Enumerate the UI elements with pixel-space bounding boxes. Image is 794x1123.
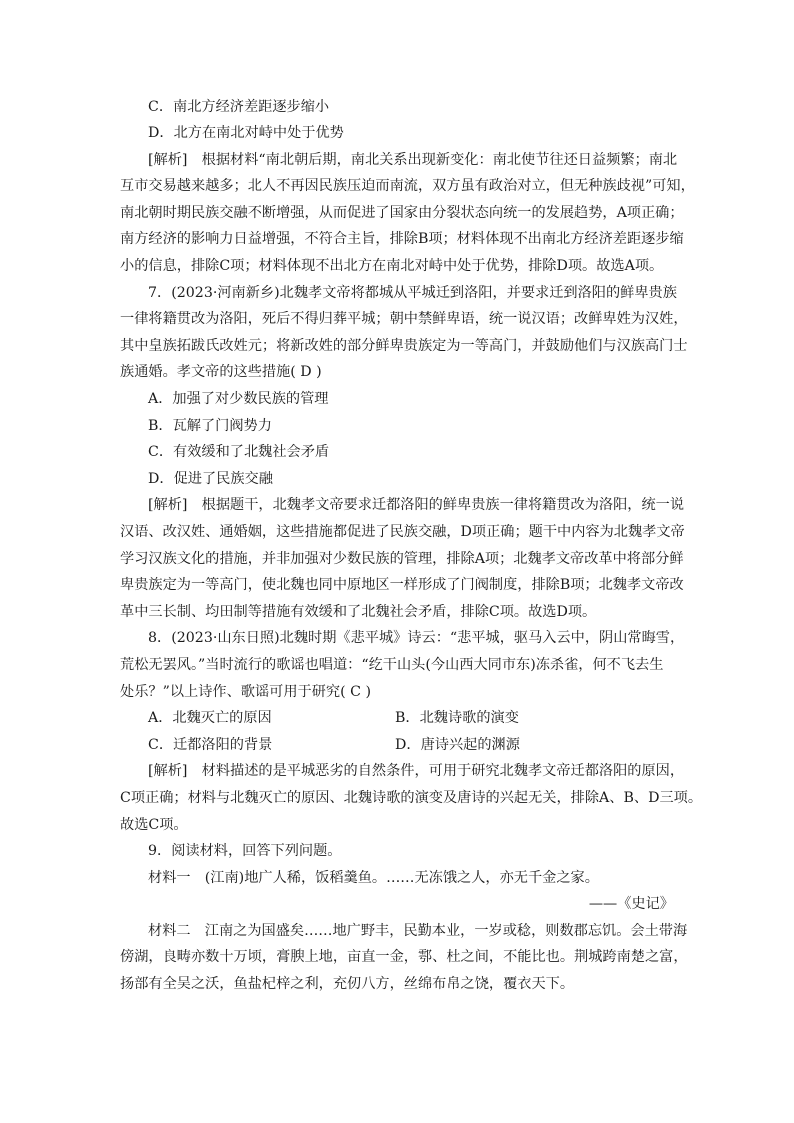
q8-option-a: A．北魏灭亡的原因 [148, 710, 272, 726]
q6-option-c: C．南北方经济差距逐步缩小 [148, 99, 330, 115]
q7-analysis-line: 汉语、改汉姓、通婚姻，这些措施都促进了民族交融，D项正确；题干中内容为北魏孝文帝 [120, 524, 685, 540]
q8-analysis-line: 故选C项。 [120, 817, 188, 833]
q6-analysis-line: 小的信息，排除C项；材料体现不出北方在南北对峙中处于优势，排除D项。故选A项。 [120, 258, 664, 274]
q7-stem-line: 7．(2023·河南新乡)北魏孝文帝将都城从平城迁到洛阳，并要求迁到洛阳的鲜卑贵族 [148, 285, 677, 301]
q9-material-two-line: 材料二 江南之为国盛矣……地广野丰，民勤本业，一岁或稔，则数郡忘饥。会土带海 [148, 923, 688, 939]
q8-stem-line: 荒松无罢风。”当时流行的歌谣也唱道：“纥干山头(今山西大同市东)冻杀雀，何不飞去生 [120, 657, 664, 673]
q7-stem-line: 一律将籍贯改为洛阳，死后不得归葬平城；朝中禁鲜卑语，统一说汉语；改鲜卑姓为汉姓， [120, 311, 688, 327]
q7-option-d: D．促进了民族交融 [148, 471, 273, 487]
q9-material-two-line: 傍湖，良畴亦数十万顷，膏腴上地，亩直一金，鄠、杜之间，不能比也。荆城跨南楚之富， [120, 949, 688, 965]
q6-analysis-line: [解析] 根据材料“南北朝后期，南北关系出现新变化：南北使节往还日益频繁；南北 [148, 152, 678, 168]
q6-analysis-line: 南方经济的影响力日益增强，不符合主旨，排除B项；材料体现不出南北方经济差距逐步缩 [120, 231, 684, 247]
q7-stem-line: 族通婚。孝文帝的这些措施( D ) [120, 364, 322, 380]
q7-option-a: A．加强了对少数民族的管理 [148, 391, 329, 407]
q7-option-b: B．瓦解了门阀势力 [148, 418, 272, 434]
q6-analysis-line: 互市交易越来越多；北人不再因民族压迫而南流，双方虽有政治对立，但无种族歧视”可知， [120, 178, 695, 194]
q7-analysis-line: [解析] 根据题干，北魏孝文帝要求迁都洛阳的鲜卑贵族一律将籍贯改为洛阳，统一说 [148, 497, 685, 513]
q8-analysis-line: C项正确；材料与北魏灭亡的原因、北魏诗歌的演变及唐诗的兴起无关，排除A、B、D三项。 [120, 790, 703, 806]
q7-stem-line: 其中皇族拓跋氏改姓元；将新改姓的部分鲜卑贵族定为一等高门，并鼓励他们与汉族高门士 [120, 338, 688, 354]
q8-stem-line: 8．(2023·山东日照)北魏时期《悲平城》诗云：“悲平城，驱马入云中，阴山常晦雪， [148, 630, 685, 646]
q6-option-d: D．北方在南北对峙中处于优势 [148, 125, 344, 141]
q7-analysis-line: 革中三长制、均田制等措施有效缓和了北魏社会矛盾，排除C项。故选D项。 [120, 604, 597, 620]
q8-analysis-line: [解析] 材料描述的是平城恶劣的自然条件，可用于研究北魏孝文帝迁都洛阳的原因， [148, 763, 685, 779]
q6-analysis-line: 南北朝时期民族交融不断增强，从而促进了国家由分裂状态向统一的发展趋势，A项正确； [120, 205, 684, 221]
q7-option-c: C．有效缓和了北魏社会矛盾 [148, 444, 330, 460]
q8-option-b: B．北魏诗歌的演变 [395, 710, 519, 726]
q8-stem-line: 处乐？”以上诗作、歌谣可用于研究( C ) [120, 684, 372, 700]
q9-material-two-line: 扬部有全吴之沃，鱼盐杞梓之利，充仞八方，丝绵布帛之饶，覆衣天下。 [120, 976, 575, 992]
q7-analysis-line: 学习汉族文化的措施，并非加强对少数民族的管理，排除A项；北魏孝文帝改革中将部分鲜 [120, 551, 684, 567]
q9-stem: 9．阅读材料，回答下列问题。 [148, 843, 342, 859]
q8-option-c: C．迁都洛阳的背景 [148, 737, 273, 753]
q9-material-one: 材料一 (江南)地广人稀，饭稻羹鱼。……无冻饿之人，亦无千金之家。 [148, 870, 599, 886]
q9-material-one-source: ——《史记》 [588, 896, 674, 912]
q8-option-d: D．唐诗兴起的渊源 [395, 737, 520, 753]
q7-analysis-line: 卑贵族定为一等高门，使北魏也同中原地区一样形成了门阀制度，排除B项；北魏孝文帝改 [120, 577, 684, 593]
